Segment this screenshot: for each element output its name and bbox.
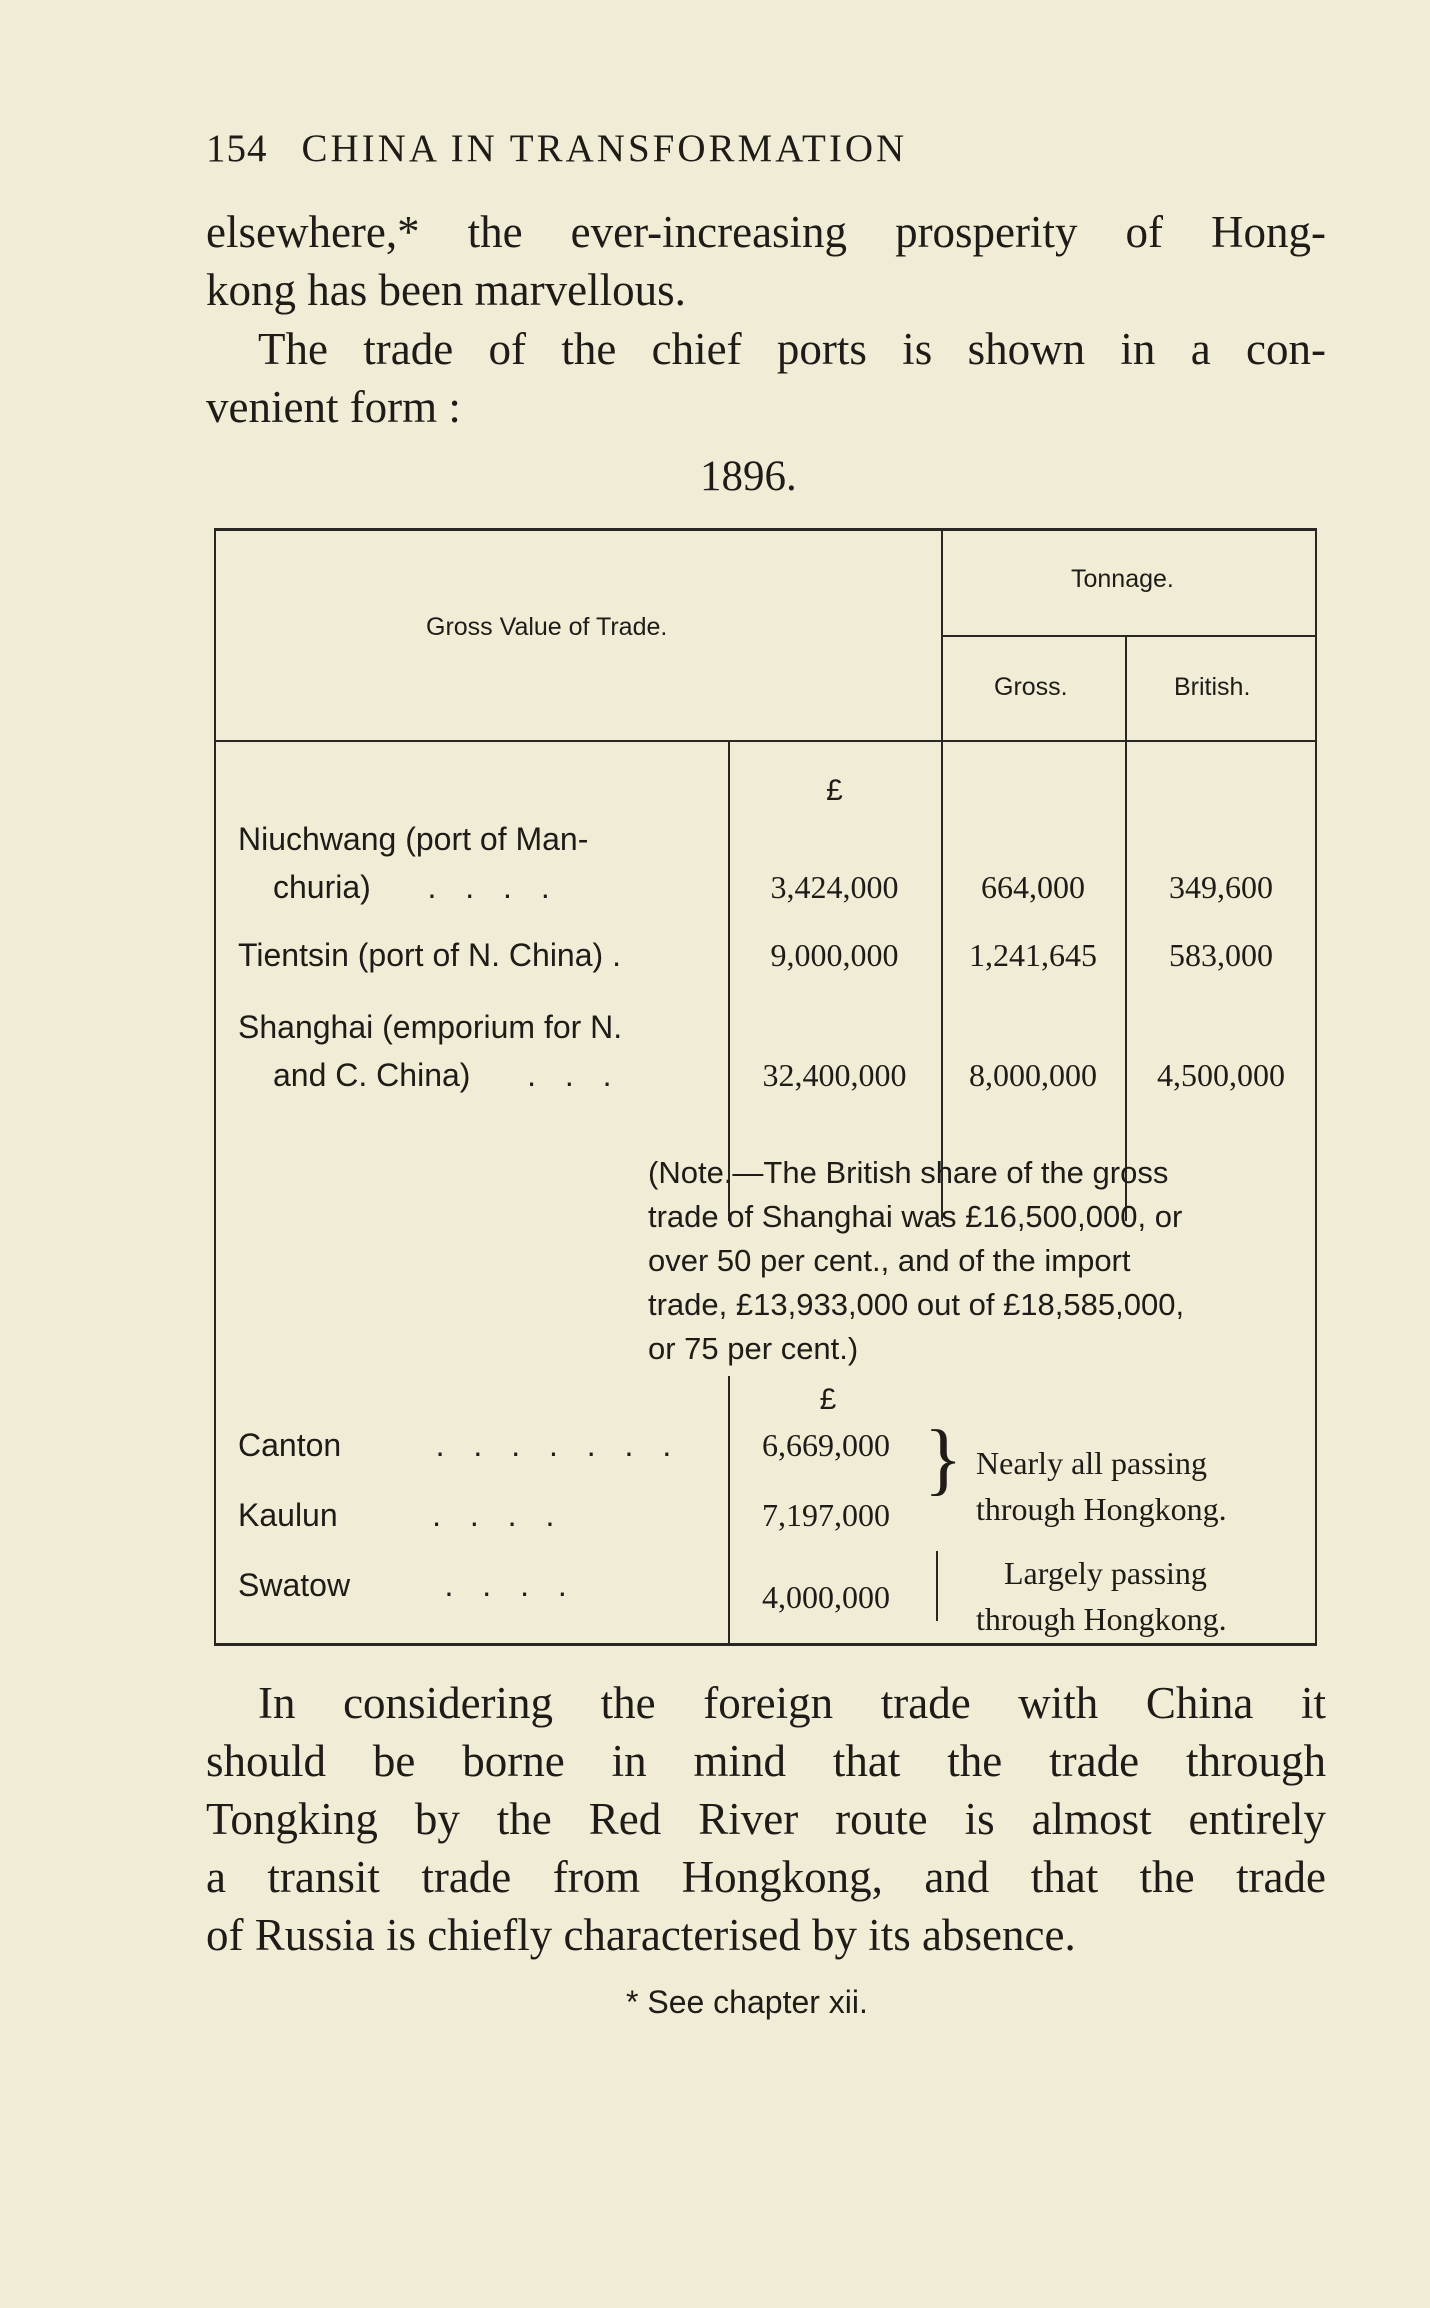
- gross-tonnage: 664,000: [981, 869, 1085, 905]
- table-note-line: trade, £13,933,000 out of £18,585,000,: [648, 1287, 1185, 1322]
- body-line: kong has been marvellous.: [206, 265, 686, 315]
- col-rule: [728, 740, 730, 1221]
- running-title: CHINA IN TRANSFORMATION: [301, 127, 908, 170]
- trade-value: 3,424,000: [770, 869, 899, 905]
- table-note-line: or 75 per cent.): [648, 1331, 859, 1366]
- trade-value: 9,000,000: [770, 937, 899, 973]
- table-note-line: trade of Shanghai was £16,500,000, or: [648, 1199, 1183, 1234]
- remark-line: Nearly all passing: [976, 1445, 1208, 1481]
- trade-value: 6,669,000: [762, 1427, 890, 1463]
- british-tonnage: 583,000: [1169, 937, 1273, 973]
- gross-header: Gross.: [994, 673, 1068, 701]
- trade-table: [214, 528, 1317, 1646]
- gross-value-header: Gross Value of Trade.: [426, 613, 668, 641]
- remark-line: through Hongkong.: [976, 1601, 1227, 1637]
- port-name: and C. China) . . .: [273, 1057, 622, 1093]
- port-name: Swatow . . . .: [238, 1567, 577, 1603]
- col-rule: [1125, 635, 1127, 1221]
- port-name: Canton . . . . . . .: [238, 1427, 682, 1463]
- body-line: The trade of the chief ports is shown in a con-: [258, 324, 1326, 374]
- trade-value: 7,197,000: [762, 1497, 890, 1533]
- gross-tonnage: 1,241,645: [969, 937, 1097, 973]
- body-line: Tongking by the Red River route is almost entirely: [206, 1794, 1326, 1844]
- footnote: * See chapter xii.: [626, 1984, 868, 2020]
- body-line: should be borne in mind that the trade through: [206, 1736, 1326, 1786]
- remark-line: through Hongkong.: [976, 1491, 1227, 1527]
- remark-line: Largely passing: [1004, 1555, 1207, 1591]
- tonnage-header: Tonnage.: [1071, 565, 1174, 593]
- body-line: elsewhere,* the ever-increasing prosperity of Hong-: [206, 207, 1326, 257]
- gross-tonnage: 8,000,000: [969, 1057, 1097, 1093]
- british-tonnage: 349,600: [1169, 869, 1273, 905]
- port-name: churia) . . . .: [273, 869, 560, 905]
- col-rule: [936, 1551, 938, 1621]
- trade-value: 32,400,000: [762, 1057, 907, 1093]
- table-note-line: (Note.—The British share of the gross: [648, 1155, 1169, 1190]
- body-line: In considering the foreign trade with China it: [258, 1678, 1326, 1728]
- trade-value: 4,000,000: [762, 1579, 890, 1615]
- port-name: Shanghai (emporium for N.: [238, 1009, 623, 1045]
- table-year-heading: 1896.: [700, 453, 797, 500]
- currency-symbol: £: [819, 1383, 837, 1416]
- running-header: [206, 126, 907, 171]
- port-name: Tientsin (port of N. China) .: [238, 937, 621, 973]
- body-line: venient form :: [206, 382, 461, 432]
- brace-glyph: }: [924, 1415, 963, 1503]
- british-tonnage: 4,500,000: [1157, 1057, 1285, 1093]
- port-name: Niuchwang (port of Man-: [238, 821, 589, 857]
- currency-symbol: £: [826, 774, 843, 807]
- body-line: of Russia is chiefly characterised by its absence.: [206, 1910, 1076, 1960]
- header-rule: [216, 740, 1317, 742]
- tonnage-rule: [941, 635, 1317, 637]
- british-header: British.: [1174, 673, 1251, 701]
- page-number: 154: [206, 127, 268, 170]
- body-line: a transit trade from Hongkong, and that the trade: [206, 1852, 1326, 1902]
- port-name: Kaulun . . . .: [238, 1497, 565, 1533]
- table-note-line: over 50 per cent., and of the import: [648, 1243, 1131, 1278]
